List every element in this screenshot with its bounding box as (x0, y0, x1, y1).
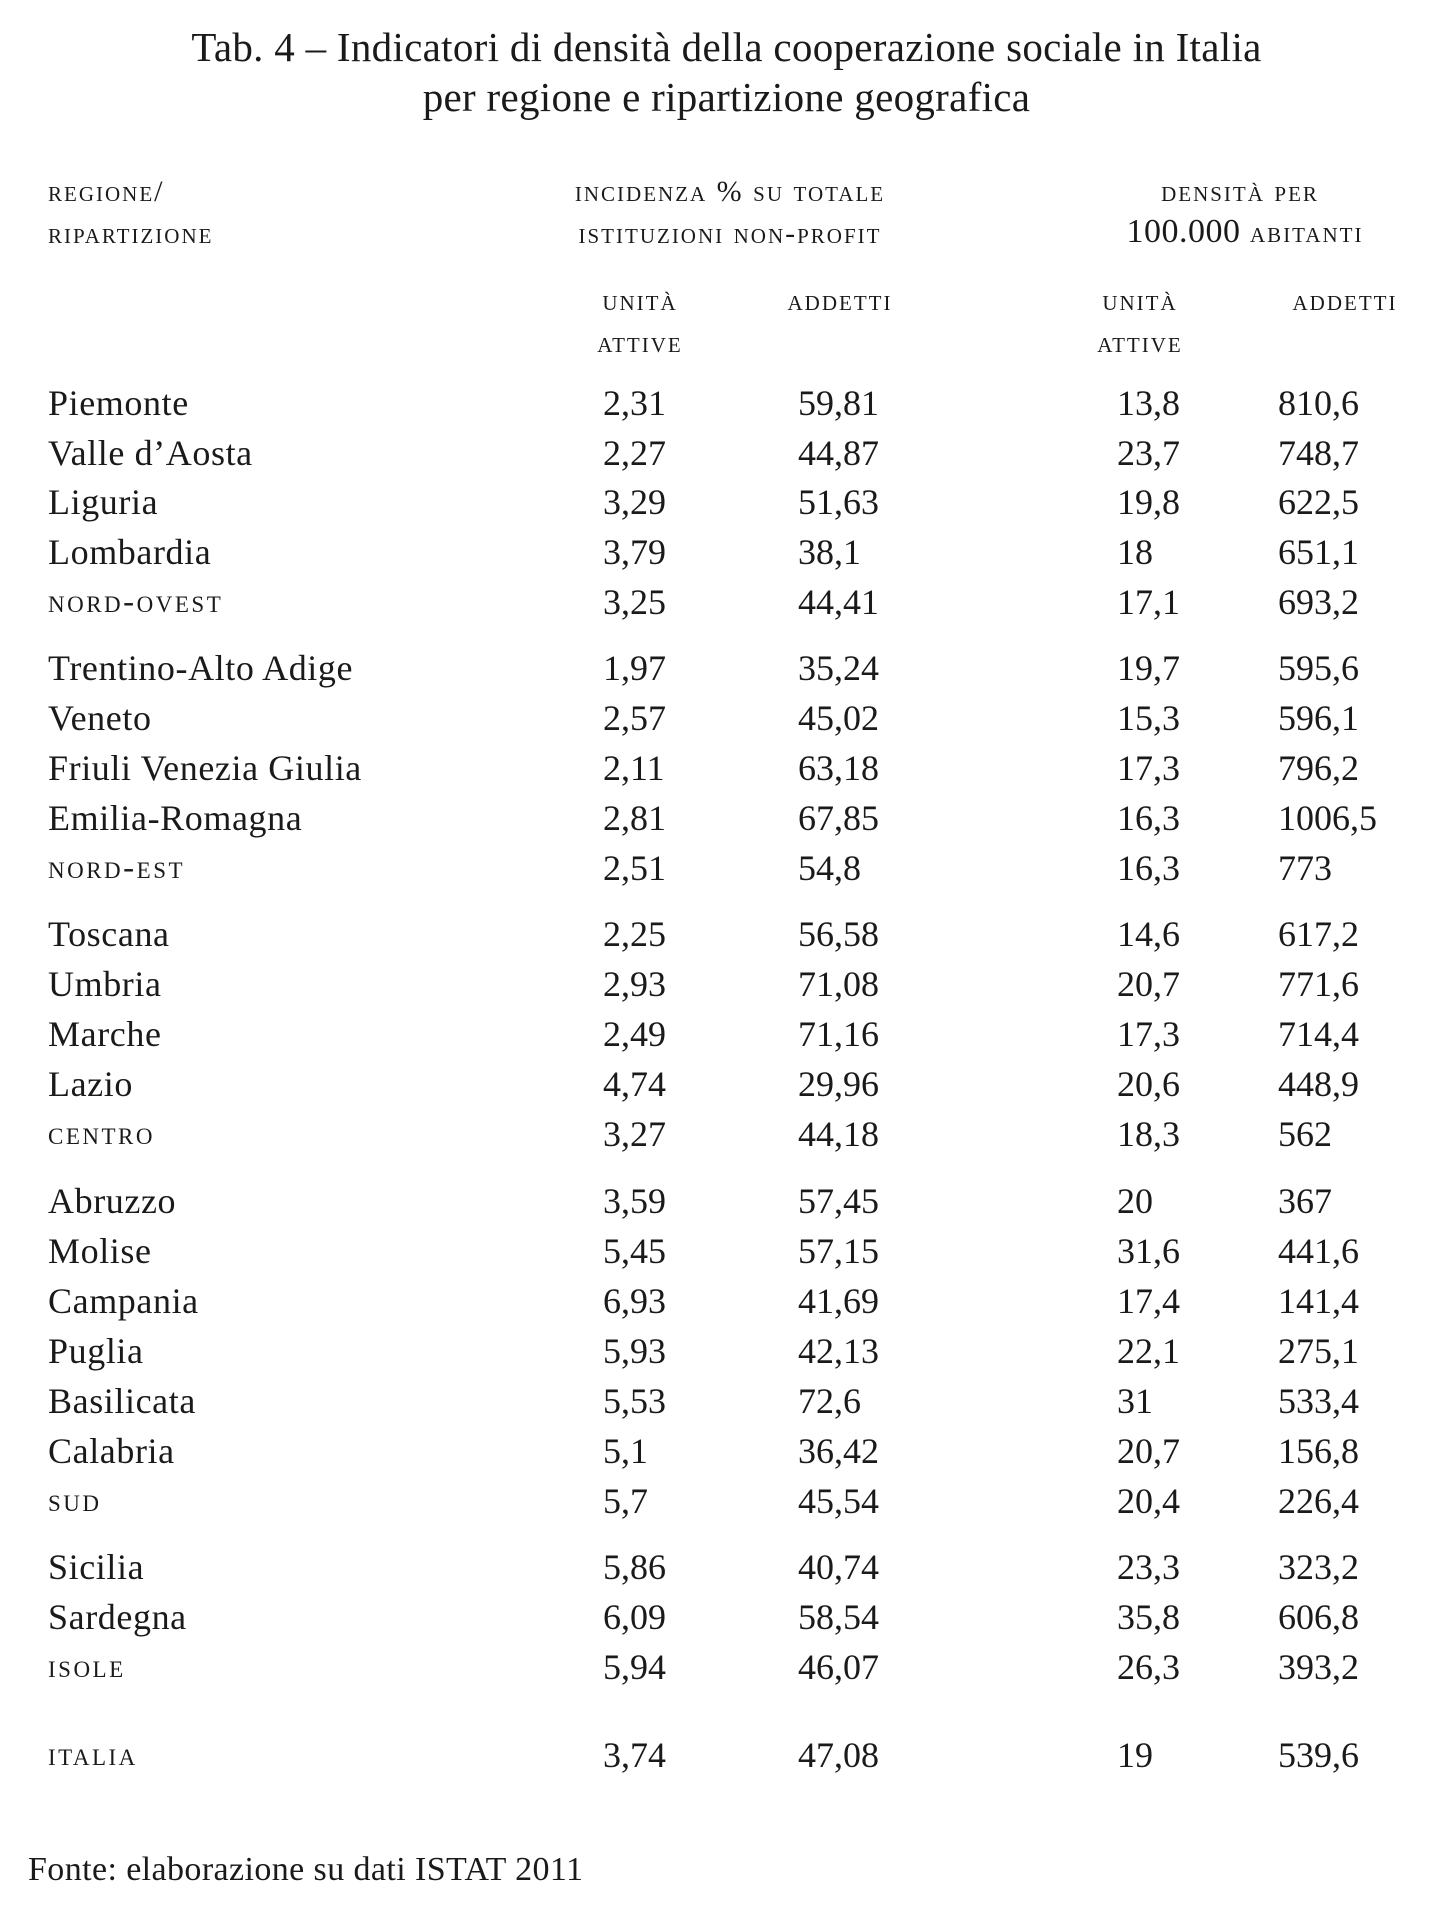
cell-density-employees: 156,8 (1278, 1431, 1359, 1471)
cell-density-employees: 596,1 (1278, 698, 1359, 738)
subheader-inc-units-line-2: attive (597, 326, 683, 359)
region-name: Toscana (48, 914, 170, 954)
cell-incidence-employees: 67,85 (798, 798, 879, 838)
cell-incidence-units: 2,31 (603, 383, 666, 423)
region-name: Liguria (48, 482, 159, 522)
cell-incidence-employees: 40,74 (798, 1547, 879, 1587)
region-name: Molise (48, 1231, 152, 1271)
cell-incidence-units: 2,11 (603, 748, 665, 788)
cell-incidence-employees: 42,13 (798, 1331, 879, 1371)
cell-density-units: 14,6 (1117, 914, 1180, 954)
subheader-den-employees: addetti (1292, 284, 1398, 317)
cell-incidence-units: 2,49 (603, 1014, 666, 1054)
cell-density-units: 20 (1117, 1181, 1153, 1221)
region-name: centro (48, 1116, 155, 1152)
table-row (0, 793, 1453, 843)
cell-incidence-units: 2,27 (603, 433, 666, 473)
cell-incidence-employees: 41,69 (798, 1281, 879, 1321)
cell-density-employees: 651,1 (1278, 532, 1359, 572)
cell-density-employees: 367 (1278, 1181, 1332, 1221)
table-row (0, 477, 1453, 527)
table-row (0, 527, 1453, 577)
cell-incidence-units: 1,97 (603, 648, 666, 688)
table-row (0, 743, 1453, 793)
cell-density-employees: 693,2 (1278, 582, 1359, 622)
source-note: Fonte: elaborazione su dati ISTAT 2011 (28, 1851, 584, 1888)
table-row (0, 643, 1453, 693)
cell-incidence-employees: 45,02 (798, 698, 879, 738)
cell-incidence-units: 5,53 (603, 1381, 666, 1421)
region-name: italia (48, 1737, 138, 1773)
cell-incidence-units: 2,51 (603, 848, 666, 888)
cell-density-employees: 533,4 (1278, 1381, 1359, 1421)
cell-incidence-employees: 36,42 (798, 1431, 879, 1471)
cell-density-units: 31 (1117, 1381, 1153, 1421)
region-name: Puglia (48, 1331, 144, 1371)
region-name: Veneto (48, 698, 152, 738)
region-name: Sardegna (48, 1597, 187, 1637)
cell-density-units: 17,4 (1117, 1281, 1180, 1321)
cell-incidence-units: 2,57 (603, 698, 666, 738)
table-row (0, 1542, 1453, 1592)
summary-row (0, 1642, 1453, 1692)
region-name: Lazio (48, 1064, 133, 1104)
region-name: Calabria (48, 1431, 175, 1471)
cell-density-units: 20,4 (1117, 1481, 1180, 1521)
cell-density-employees: 562 (1278, 1114, 1332, 1154)
cell-incidence-employees: 38,1 (798, 532, 861, 572)
subheader-den-units-line-2: attive (1097, 326, 1183, 359)
table-row (0, 1376, 1453, 1426)
cell-density-units: 18 (1117, 532, 1153, 572)
cell-incidence-employees: 44,18 (798, 1114, 879, 1154)
table-row (0, 428, 1453, 478)
cell-incidence-units: 3,29 (603, 482, 666, 522)
cell-density-units: 16,3 (1117, 798, 1180, 838)
region-name: Sicilia (48, 1547, 145, 1587)
cell-density-units: 20,7 (1117, 1431, 1180, 1471)
subheader-den-units-line-1: unità (1102, 284, 1178, 317)
summary-row (0, 577, 1453, 627)
cell-incidence-employees: 56,58 (798, 914, 879, 954)
cell-density-units: 20,7 (1117, 964, 1180, 1004)
header-region-line-2: ripartizione (48, 217, 214, 250)
region-name: Friuli Venezia Giulia (48, 748, 362, 788)
cell-density-units: 35,8 (1117, 1597, 1180, 1637)
cell-incidence-employees: 59,81 (798, 383, 879, 423)
region-name: Lombardia (48, 532, 212, 572)
cell-incidence-employees: 54,8 (798, 848, 861, 888)
table-row (0, 1276, 1453, 1326)
cell-density-units: 31,6 (1117, 1231, 1180, 1271)
cell-density-units: 22,1 (1117, 1331, 1180, 1371)
cell-density-employees: 1006,5 (1278, 798, 1377, 838)
cell-incidence-units: 6,09 (603, 1597, 666, 1637)
summary-row (0, 843, 1453, 893)
cell-density-units: 17,3 (1117, 748, 1180, 788)
table-row (0, 959, 1453, 1009)
cell-incidence-units: 3,74 (603, 1735, 666, 1775)
cell-density-employees: 595,6 (1278, 648, 1359, 688)
cell-density-employees: 393,2 (1278, 1647, 1359, 1687)
table-row (0, 909, 1453, 959)
cell-incidence-employees: 71,08 (798, 964, 879, 1004)
summary-row (0, 1476, 1453, 1526)
header-density-word: abitanti (1250, 216, 1364, 249)
cell-incidence-units: 5,1 (603, 1431, 648, 1471)
cell-density-employees: 323,2 (1278, 1547, 1359, 1587)
header-region-line-1: regione/ (48, 175, 165, 208)
cell-incidence-employees: 57,15 (798, 1231, 879, 1271)
table-row (0, 1176, 1453, 1226)
cell-incidence-employees: 44,41 (798, 582, 879, 622)
region-name: sud (48, 1483, 102, 1519)
cell-density-units: 19 (1117, 1735, 1153, 1775)
region-name: Marche (48, 1014, 162, 1054)
cell-density-employees: 606,8 (1278, 1597, 1359, 1637)
region-name: Trentino-Alto Adige (48, 648, 354, 688)
table-title-line-1: Tab. 4 – Indicatori di densità della cooperazione sociale in Italia (191, 24, 1262, 70)
cell-density-units: 23,7 (1117, 433, 1180, 473)
cell-incidence-units: 2,93 (603, 964, 666, 1004)
table-row (0, 1009, 1453, 1059)
region-name: isole (48, 1649, 126, 1685)
table-title-line-2: per regione e ripartizione geografica (422, 74, 1031, 120)
cell-incidence-employees: 71,16 (798, 1014, 879, 1054)
cell-density-units: 26,3 (1117, 1647, 1180, 1687)
cell-density-employees: 539,6 (1278, 1735, 1359, 1775)
region-name: Piemonte (48, 383, 189, 423)
cell-density-employees: 773 (1278, 848, 1332, 888)
region-name: Emilia-Romagna (48, 798, 303, 838)
cell-density-units: 23,3 (1117, 1547, 1180, 1587)
cell-density-employees: 771,6 (1278, 964, 1359, 1004)
region-name: Abruzzo (48, 1181, 177, 1221)
cell-density-units: 20,6 (1117, 1064, 1180, 1104)
subheader-inc-employees: addetti (787, 284, 893, 317)
header-density-line-2 (1080, 211, 1410, 254)
cell-density-units: 19,7 (1117, 648, 1180, 688)
cell-incidence-units: 6,93 (603, 1281, 666, 1321)
cell-incidence-units: 2,25 (603, 914, 666, 954)
cell-incidence-units: 5,86 (603, 1547, 666, 1587)
cell-incidence-employees: 35,24 (798, 648, 879, 688)
table-row (0, 1426, 1453, 1476)
cell-density-employees: 714,4 (1278, 1014, 1359, 1054)
cell-incidence-units: 2,81 (603, 798, 666, 838)
cell-density-employees: 617,2 (1278, 914, 1359, 954)
cell-density-employees: 622,5 (1278, 482, 1359, 522)
cell-density-employees: 796,2 (1278, 748, 1359, 788)
cell-density-employees: 141,4 (1278, 1281, 1359, 1321)
cell-incidence-units: 5,94 (603, 1647, 666, 1687)
header-incidence-line-1: incidenza % su totale (574, 175, 886, 208)
cell-incidence-units: 3,79 (603, 532, 666, 572)
header-incidence-line-2: istituzioni non-profit (578, 217, 882, 250)
cell-incidence-employees: 57,45 (798, 1181, 879, 1221)
table-row (0, 1059, 1453, 1109)
cell-incidence-units: 3,25 (603, 582, 666, 622)
cell-incidence-units: 4,74 (603, 1064, 666, 1104)
cell-density-employees: 748,7 (1278, 433, 1359, 473)
cell-incidence-employees: 29,96 (798, 1064, 879, 1104)
cell-density-employees: 226,4 (1278, 1481, 1359, 1521)
cell-incidence-units: 5,45 (603, 1231, 666, 1271)
cell-incidence-employees: 46,07 (798, 1647, 879, 1687)
region-name: nord-est (48, 850, 186, 886)
region-name: Valle d’Aosta (48, 433, 253, 473)
table-row (0, 1326, 1453, 1376)
cell-density-employees: 810,6 (1278, 383, 1359, 423)
cell-density-employees: 448,9 (1278, 1064, 1359, 1104)
cell-incidence-units: 5,93 (603, 1331, 666, 1371)
summary-row (0, 1109, 1453, 1159)
cell-density-units: 18,3 (1117, 1114, 1180, 1154)
cell-density-units: 19,8 (1117, 482, 1180, 522)
cell-incidence-employees: 63,18 (798, 748, 879, 788)
cell-incidence-employees: 51,63 (798, 482, 879, 522)
cell-incidence-employees: 44,87 (798, 433, 879, 473)
cell-density-units: 13,8 (1117, 383, 1180, 423)
cell-incidence-units: 5,7 (603, 1481, 648, 1521)
cell-density-units: 17,3 (1117, 1014, 1180, 1054)
region-name: Campania (48, 1281, 199, 1321)
cell-density-employees: 275,1 (1278, 1331, 1359, 1371)
cell-density-employees: 441,6 (1278, 1231, 1359, 1271)
cell-incidence-employees: 47,08 (798, 1735, 879, 1775)
header-density-number: 100.000 (1126, 213, 1241, 250)
cell-incidence-units: 3,59 (603, 1181, 666, 1221)
table-row (0, 693, 1453, 743)
cell-density-units: 17,1 (1117, 582, 1180, 622)
cell-density-units: 16,3 (1117, 848, 1180, 888)
cell-incidence-employees: 45,54 (798, 1481, 879, 1521)
cell-incidence-units: 3,27 (603, 1114, 666, 1154)
region-name: Basilicata (48, 1381, 196, 1421)
summary-row (0, 1730, 1453, 1780)
region-name: nord-ovest (48, 584, 224, 620)
cell-incidence-employees: 58,54 (798, 1597, 879, 1637)
subheader-inc-units-line-1: unità (602, 284, 678, 317)
header-density-line-1: densità per (1161, 175, 1319, 208)
region-name: Umbria (48, 964, 162, 1004)
table-row (0, 378, 1453, 428)
table-row (0, 1226, 1453, 1276)
table-row (0, 1592, 1453, 1642)
cell-density-units: 15,3 (1117, 698, 1180, 738)
cell-incidence-employees: 72,6 (798, 1381, 861, 1421)
